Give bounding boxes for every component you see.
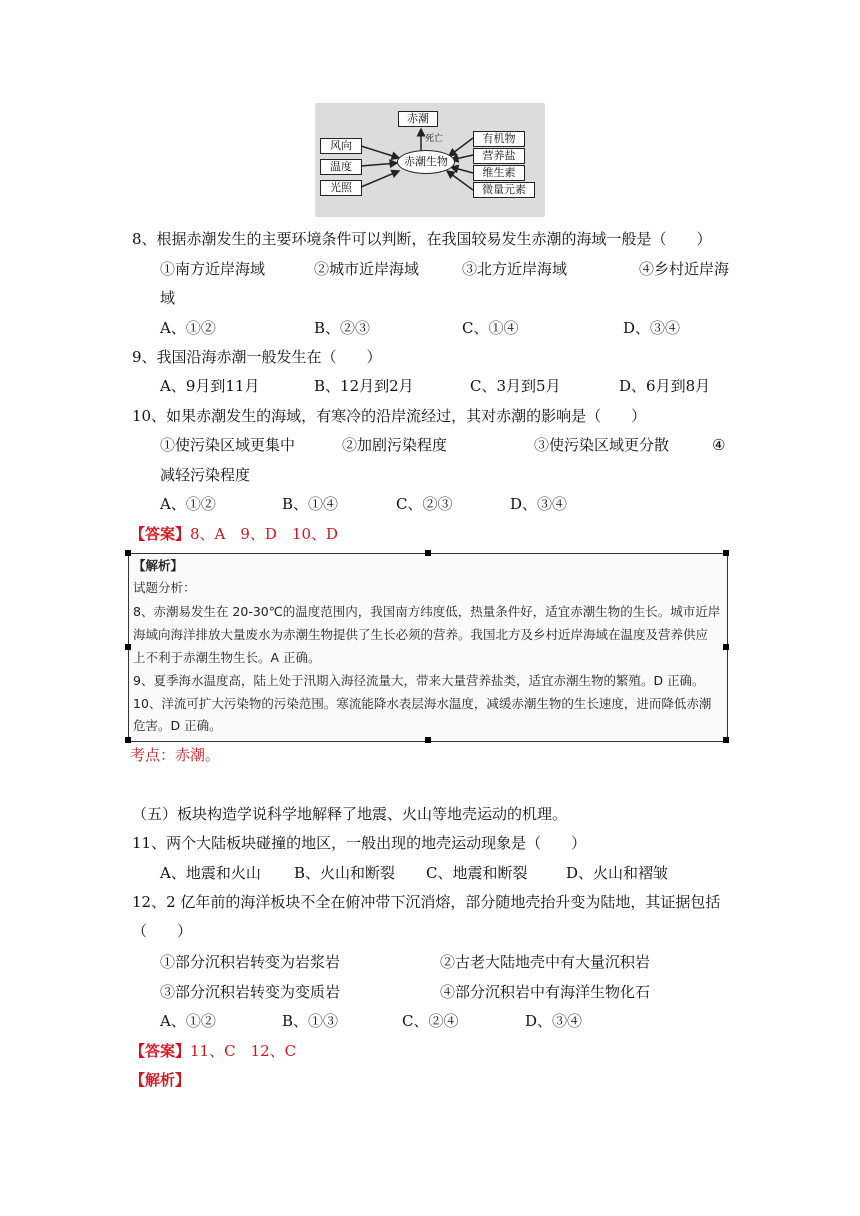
q8-option-4: ④乡村近岸海 xyxy=(639,260,730,278)
answer-text: 8、A 9、D 10、D xyxy=(190,525,339,543)
q12-stem-cont: （ ） xyxy=(132,922,193,940)
q12-choice-d: D、③④ xyxy=(525,1012,583,1030)
q11-choice-c: C、地震和断裂 xyxy=(426,864,528,882)
q8-option-4-cont: 域 xyxy=(160,289,176,307)
resize-handle xyxy=(723,737,729,743)
q12-choice-b: B、①③ xyxy=(282,1012,339,1030)
analysis-line: 8、赤潮易发生在 20-30℃的温度范围内，我国南方纬度低，热量条件好，适宜赤潮生物的生长。城市近岸 xyxy=(133,604,721,619)
q9-stem: 9、我国沿海赤潮一般发生在（ ） xyxy=(132,348,382,366)
q10-option-1: ①使污染区域更集中 xyxy=(160,436,296,454)
q10-stem: 10、如果赤潮发生的海域，有寒冷的沿岸流经过，其对赤潮的影响是（ ） xyxy=(132,407,647,425)
q8-option-1: ①南方近岸海域 xyxy=(160,260,266,278)
q9-choice-b: B、12月到2月 xyxy=(314,377,414,395)
q8-choice-d: D、③④ xyxy=(623,319,681,337)
q12-stem: 12、2 亿年前的海洋板块不全在俯冲带下沉消熔，部分随地壳抬升变为陆地，其证据包括 xyxy=(132,893,721,911)
q8-choice-a: A、①② xyxy=(160,319,216,337)
q8-choice-c: C、①④ xyxy=(462,319,519,337)
analysis-subtitle: 试题分析： xyxy=(133,580,196,595)
analysis-line: 危害。D 正确。 xyxy=(133,718,222,733)
answer-label: 【答案】 xyxy=(130,525,191,543)
diagram-center-ellipse: 赤潮生物 xyxy=(397,150,455,174)
q12-option-2: ②古老大陆地壳中有大量沉积岩 xyxy=(440,953,651,971)
answer-text: 11、C 12、C xyxy=(190,1042,297,1060)
resize-handle xyxy=(425,550,431,556)
q12-choice-a: A、①② xyxy=(160,1012,216,1030)
analysis-label-2: 【解析】 xyxy=(130,1071,191,1089)
q11-choice-b: B、火山和断裂 xyxy=(294,864,396,882)
q10-option-3: ③使污染区域更分散 xyxy=(534,436,670,454)
resize-handle xyxy=(723,550,729,556)
diagram-right-factor: 维生素 xyxy=(473,165,525,181)
answer-block-1 xyxy=(130,524,338,544)
diagram-right-factor: 营养盐 xyxy=(473,148,525,164)
resize-handle xyxy=(125,644,131,650)
q10-choice-d: D、③④ xyxy=(510,495,568,513)
analysis-line: 10、洋流可扩大污染物的污染范围。寒流能降水表层海水温度，减缓赤潮生物的生长速度，进而降低赤潮 xyxy=(133,696,712,711)
q11-choice-d: D、火山和褶皱 xyxy=(566,864,669,882)
q10-option-4: ④ xyxy=(712,436,726,454)
diagram-left-factor: 风向 xyxy=(320,138,362,154)
resize-handle xyxy=(723,644,729,650)
q8-choice-b: B、②③ xyxy=(314,319,371,337)
q11-stem: 11、两个大陆板块碰撞的地区，一般出现的地壳运动现象是（ ） xyxy=(132,834,587,852)
diagram-left-factor: 温度 xyxy=(320,159,362,175)
diagram-right-factor: 有机物 xyxy=(473,131,525,147)
q9-choice-d: D、6月到8月 xyxy=(619,377,711,395)
q8-stem: 8、根据赤潮发生的主要环境条件可以判断，在我国较易发生赤潮的海域一般是（ ） xyxy=(132,230,712,248)
q8-option-2: ②城市近岸海域 xyxy=(314,260,420,278)
section-5-intro: （五）板块构造学说科学地解释了地震、火山等地壳运动的机理。 xyxy=(132,805,568,823)
q12-choice-c: C、②④ xyxy=(402,1012,459,1030)
q9-choice-c: C、3月到5月 xyxy=(470,377,561,395)
q9-choice-a: A、9月到11月 xyxy=(160,377,260,395)
analysis-title: 【解析】 xyxy=(133,558,184,573)
analysis-line: 9、夏季海水温度高，陆上处于汛期入海径流量大，带来大量营养盐类，适宜赤潮生物的繁殖。D 正确。 xyxy=(133,673,705,688)
diagram-right-factor: 微量元素 xyxy=(473,182,535,198)
diagram-top-box: 赤潮 xyxy=(398,111,438,127)
q12-option-4: ④部分沉积岩中有海洋生物化石 xyxy=(440,983,651,1001)
q11-choice-a: A、地震和火山 xyxy=(160,864,261,882)
kaodian: 考点：赤潮。 xyxy=(130,746,221,764)
q8-option-3: ③北方近岸海域 xyxy=(462,260,568,278)
analysis-line: 海域向海洋排放大量废水为赤潮生物提供了生长必须的营养。我国北方及乡村近岸海域在温度及营养供应 xyxy=(133,627,709,642)
diagram-arrow-label: 死亡 xyxy=(425,134,444,144)
q10-choice-b: B、①④ xyxy=(282,495,339,513)
analysis-image xyxy=(128,553,728,742)
answer-block-2 xyxy=(130,1041,296,1061)
q10-option-2: ②加剧污染程度 xyxy=(342,436,448,454)
diagram-left-factor: 光照 xyxy=(320,180,362,196)
analysis-line: 上不利于赤潮生物生长。A 正确。 xyxy=(133,650,321,665)
red-tide-diagram xyxy=(315,103,545,217)
q10-option-4-cont: 减轻污染程度 xyxy=(160,466,251,484)
q10-choice-c: C、②③ xyxy=(396,495,453,513)
resize-handle xyxy=(125,737,131,743)
resize-handle xyxy=(125,550,131,556)
q10-choice-a: A、①② xyxy=(160,495,216,513)
q12-option-1: ①部分沉积岩转变为岩浆岩 xyxy=(160,953,341,971)
answer-label: 【答案】 xyxy=(130,1042,191,1060)
q12-option-3: ③部分沉积岩转变为变质岩 xyxy=(160,983,341,1001)
resize-handle xyxy=(425,737,431,743)
